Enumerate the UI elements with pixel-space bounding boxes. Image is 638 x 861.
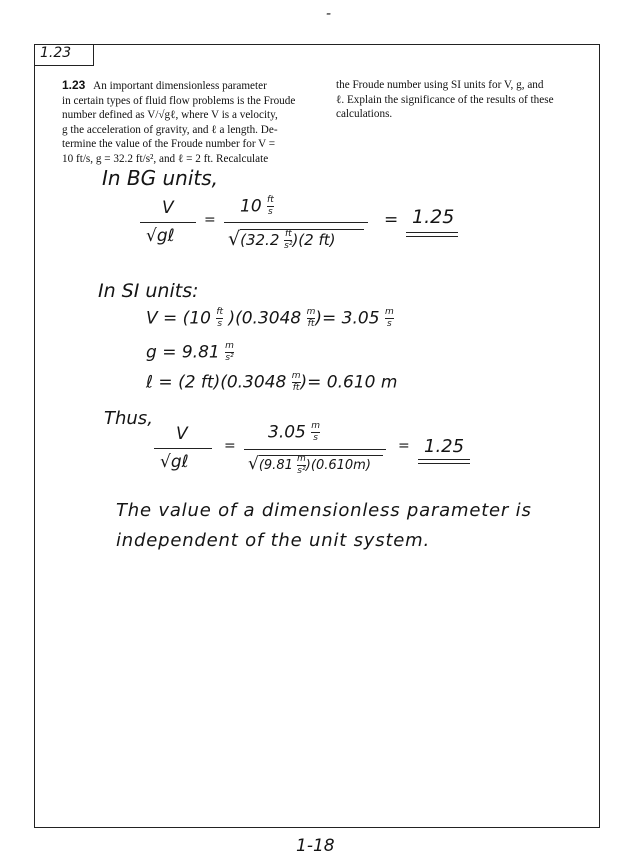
bg-mid-numerator: [240, 196, 274, 217]
si-mid-denominator: [248, 454, 371, 476]
si-v-unit-3: [385, 308, 394, 329]
bg-heading: In BG units,: [102, 166, 219, 190]
si-equals-2: =: [398, 438, 410, 454]
bg-result-underline-1: [406, 232, 458, 233]
unit-bot: ft: [292, 383, 300, 393]
unit-top: m: [225, 341, 234, 351]
si-l-unit: [292, 372, 301, 393]
unit-bot: s²: [297, 466, 306, 476]
problem-tab-label: 1.23: [40, 45, 72, 61]
si-heading: In SI units:: [98, 280, 199, 302]
unit-top: m: [297, 454, 306, 464]
si-mid-numerator: [268, 422, 320, 443]
problem-line-6: 10 ft/s, g = 32.2 ft/s², and ℓ = 2 ft. Recalculate: [62, 152, 269, 165]
conclusion-line-2: independent of the unit system.: [116, 530, 431, 551]
bg-result: 1.25: [412, 206, 455, 228]
si-lhs-denominator: √gℓ: [160, 452, 189, 472]
si-g-unit: [225, 342, 234, 363]
problem-line-1: [62, 78, 312, 94]
unit-top: ft: [216, 307, 224, 317]
sqrt-sign: √: [228, 228, 241, 250]
bg-equals-1: =: [204, 212, 216, 228]
problem-text-1: An important dimensionless parameter: [93, 80, 267, 92]
si-result-underline-2: [418, 463, 470, 464]
si-v-end: )= 3.05: [315, 308, 380, 329]
bg-lhs-numerator: V: [162, 198, 174, 218]
si-den-g-unit: [297, 455, 306, 476]
si-den-g: (9.81: [258, 458, 293, 473]
si-result-underline-1: [418, 459, 470, 460]
bg-mid-denominator: [228, 228, 335, 251]
bg-mid-num-value: 10: [240, 196, 262, 217]
problem-column-right: [336, 78, 590, 122]
bg-mid-num-unit: [267, 196, 274, 217]
problem-line-2: in certain types of fluid flow problems is the Froude: [62, 94, 296, 107]
unit-top: m: [311, 421, 321, 431]
unit-bot: ft: [307, 319, 315, 329]
si-lhs-fraction-bar: [154, 448, 212, 449]
conclusion-line-1: The value of a dimensionless parameter is: [116, 500, 532, 521]
problem-line-8: ℓ. Explain the significance of the results of these: [336, 93, 554, 106]
unit-bot: s: [217, 319, 223, 329]
bg-den-l: )(2 ft): [292, 231, 336, 249]
si-result: 1.25: [424, 436, 465, 457]
si-g-line: [146, 342, 234, 363]
unit-bot: s²: [225, 353, 234, 363]
page-number: 1-18: [296, 836, 335, 856]
si-den-l: )(0.610m): [305, 458, 371, 473]
si-mid-num-value: 3.05: [268, 422, 306, 443]
problem-line-9: calculations.: [336, 108, 393, 121]
problem-line-4: g the acceleration of gravity, and ℓ a length. De-: [62, 123, 278, 136]
bg-den-g: (32.2: [240, 231, 280, 249]
si-sqrt-overline: [259, 455, 383, 456]
unit-bot: s: [268, 207, 273, 217]
unit-top: m: [306, 307, 316, 317]
si-l-line: [146, 372, 397, 393]
unit-top: m: [384, 307, 394, 317]
unit-bot: s: [386, 319, 392, 329]
problem-number: 1.23: [62, 78, 86, 92]
unit-bot: s: [313, 433, 318, 443]
bg-result-underline-2: [406, 236, 458, 237]
si-l-end: )= 0.610 m: [300, 372, 398, 393]
bg-lhs-fraction-bar: [140, 222, 196, 223]
unit-top: m: [291, 371, 301, 381]
problem-line-3: number defined as V/√gℓ, where V is a velocity,: [62, 109, 278, 122]
problem-column-left: [62, 78, 312, 167]
si-mid-fraction-bar: [244, 449, 386, 450]
si-equals-1: =: [224, 438, 236, 454]
sqrt-sign: √: [248, 454, 259, 474]
unit-bot: s²: [284, 241, 293, 251]
bg-lhs-denominator: √gℓ: [146, 226, 175, 246]
si-v-line: [146, 308, 394, 329]
si-g-start: g = 9.81: [146, 342, 220, 363]
bg-mid-fraction-bar: [224, 222, 368, 223]
unit-top: ft: [284, 229, 292, 239]
unit-top: ft: [267, 195, 274, 205]
si-lhs-numerator: V: [176, 424, 188, 444]
si-v-start: V = (10: [146, 308, 211, 329]
si-v-unit-1: [216, 308, 223, 329]
si-mid-num-unit: [311, 422, 320, 443]
si-v-mid: )(0.3048: [228, 308, 302, 329]
thus-label: Thus,: [104, 408, 153, 429]
top-mark: -: [326, 6, 332, 22]
bg-sqrt-overline: [240, 229, 364, 230]
problem-line-7: the Froude number using SI units for V, g, and: [336, 79, 544, 91]
problem-line-5: termine the value of the Froude number for V =: [62, 138, 276, 151]
bg-equals-2: =: [384, 210, 399, 230]
si-l-start: ℓ = (2 ft)(0.3048: [146, 372, 287, 393]
